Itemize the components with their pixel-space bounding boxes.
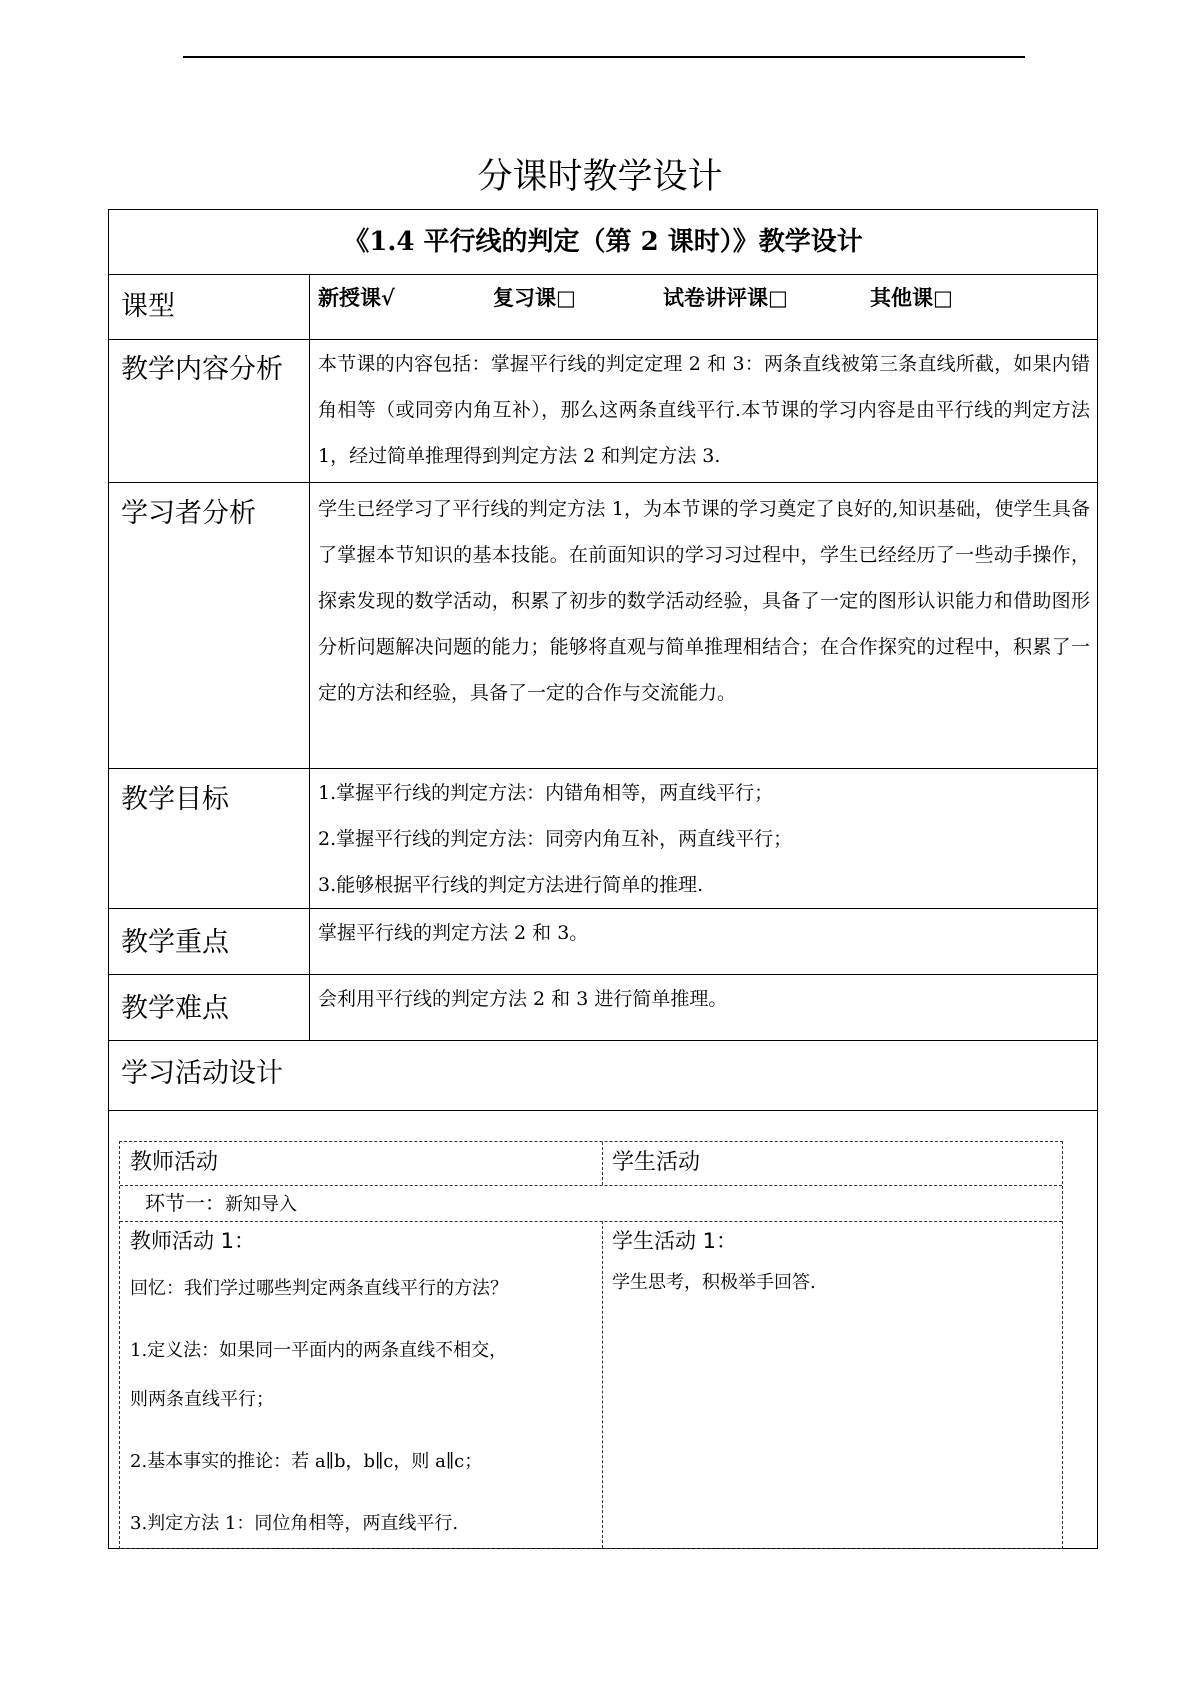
stage-one <box>145 1186 297 1222</box>
row-divider <box>109 1110 1097 1111</box>
activity-column-divider <box>602 1142 603 1185</box>
student-activity-text: 学生思考，积极举手回答. <box>612 1272 816 1293</box>
key-points-label: 教学重点 <box>121 927 229 958</box>
objective-item: 3.能够根据平行线的判定方法进行简单的推理. <box>318 874 704 896</box>
key-points-text: 掌握平行线的判定方法 2 和 3。 <box>318 922 589 944</box>
stage-name: 新知导入 <box>225 1194 297 1215</box>
row-divider <box>109 339 1097 340</box>
column-divider <box>309 274 310 1040</box>
objectives-label: 教学目标 <box>121 784 229 815</box>
row-divider <box>109 482 1097 483</box>
student-activity-header: 学生活动 <box>612 1150 701 1175</box>
teacher-line: 2.基本事实的推论：若 a∥b，b∥c，则 a∥c； <box>130 1451 483 1472</box>
content-analysis-label: 教学内容分析 <box>121 354 283 385</box>
teacher-line: 则两条直线平行； <box>130 1389 274 1410</box>
activity-column-divider <box>602 1221 603 1548</box>
lesson-type-option-exam-review: 试卷讲评课□ <box>663 285 788 310</box>
activity-table <box>119 1141 1063 1549</box>
document-title: 分课时教学设计 <box>477 157 723 197</box>
lesson-plan-table <box>108 209 1098 1549</box>
stage-label: 环节一： <box>145 1191 225 1215</box>
row-divider <box>109 974 1097 975</box>
row-divider <box>109 768 1097 769</box>
teacher-line: 3.判定方法 1：同位角相等，两直线平行. <box>130 1513 459 1534</box>
teacher-activity-1-title: 教师活动 1： <box>130 1229 256 1253</box>
objective-item: 1.掌握平行线的判定方法：内错角相等，两直线平行； <box>318 782 774 804</box>
content-analysis-text: 本节课的内容包括：掌握平行线的判定定理 2 和 3：两条直线被第三条直线所截，如果内错角相等（或同旁内角互补），那么这两条直线平行.本节课的学习内容是由平行线的判定方法 1，经过简单推理得到判定方法 2 和判定方法 3. <box>318 353 1090 467</box>
teacher-line: 回忆：我们学过哪些判定两条直线平行的方法？ <box>130 1278 508 1299</box>
lesson-type-label: 课型 <box>121 291 175 322</box>
row-divider <box>109 908 1097 909</box>
learner-analysis-text: 学生已经学习了平行线的判定方法 1，为本节课的学习奠定了良好的,知识基础，使学生具备了掌握本节知识的基本技能。在前面知识的学习习过程中，学生已经经历了一些动手操作，探索发现的数学活动，积累了初步的数学活动经验，具备了一定的图形认识能力和借助图形分析问题解决问题的能力；能够将直观与简单推理相结合；在合作探究的过程中，积累了一定的方法和经验，具备了一定的合作与交流能力。 <box>318 498 1090 704</box>
lesson-type-option-other: 其他课□ <box>870 285 953 310</box>
student-activity-1-title: 学生活动 1： <box>612 1229 738 1253</box>
header-rule <box>183 56 1025 58</box>
activity-design-label: 学习活动设计 <box>121 1058 283 1089</box>
teacher-line: 1.定义法：如果同一平面内的两条直线不相交， <box>130 1340 508 1361</box>
lesson-title: 《1.4 平行线的判定（第 2 课时）》教学设计 <box>343 227 863 257</box>
row-divider <box>109 274 1097 275</box>
lesson-type-option-new: 新授课√ <box>318 285 395 310</box>
row-divider <box>109 1040 1097 1041</box>
learner-analysis-label: 学习者分析 <box>121 498 256 529</box>
difficulties-text: 会利用平行线的判定方法 2 和 3 进行简单推理。 <box>318 988 728 1010</box>
difficulties-label: 教学难点 <box>121 993 229 1024</box>
lesson-type-option-review: 复习课□ <box>493 285 576 310</box>
teacher-activity-header: 教师活动 <box>130 1150 219 1175</box>
objective-item: 2.掌握平行线的判定方法：同旁内角互补，两直线平行； <box>318 828 793 850</box>
